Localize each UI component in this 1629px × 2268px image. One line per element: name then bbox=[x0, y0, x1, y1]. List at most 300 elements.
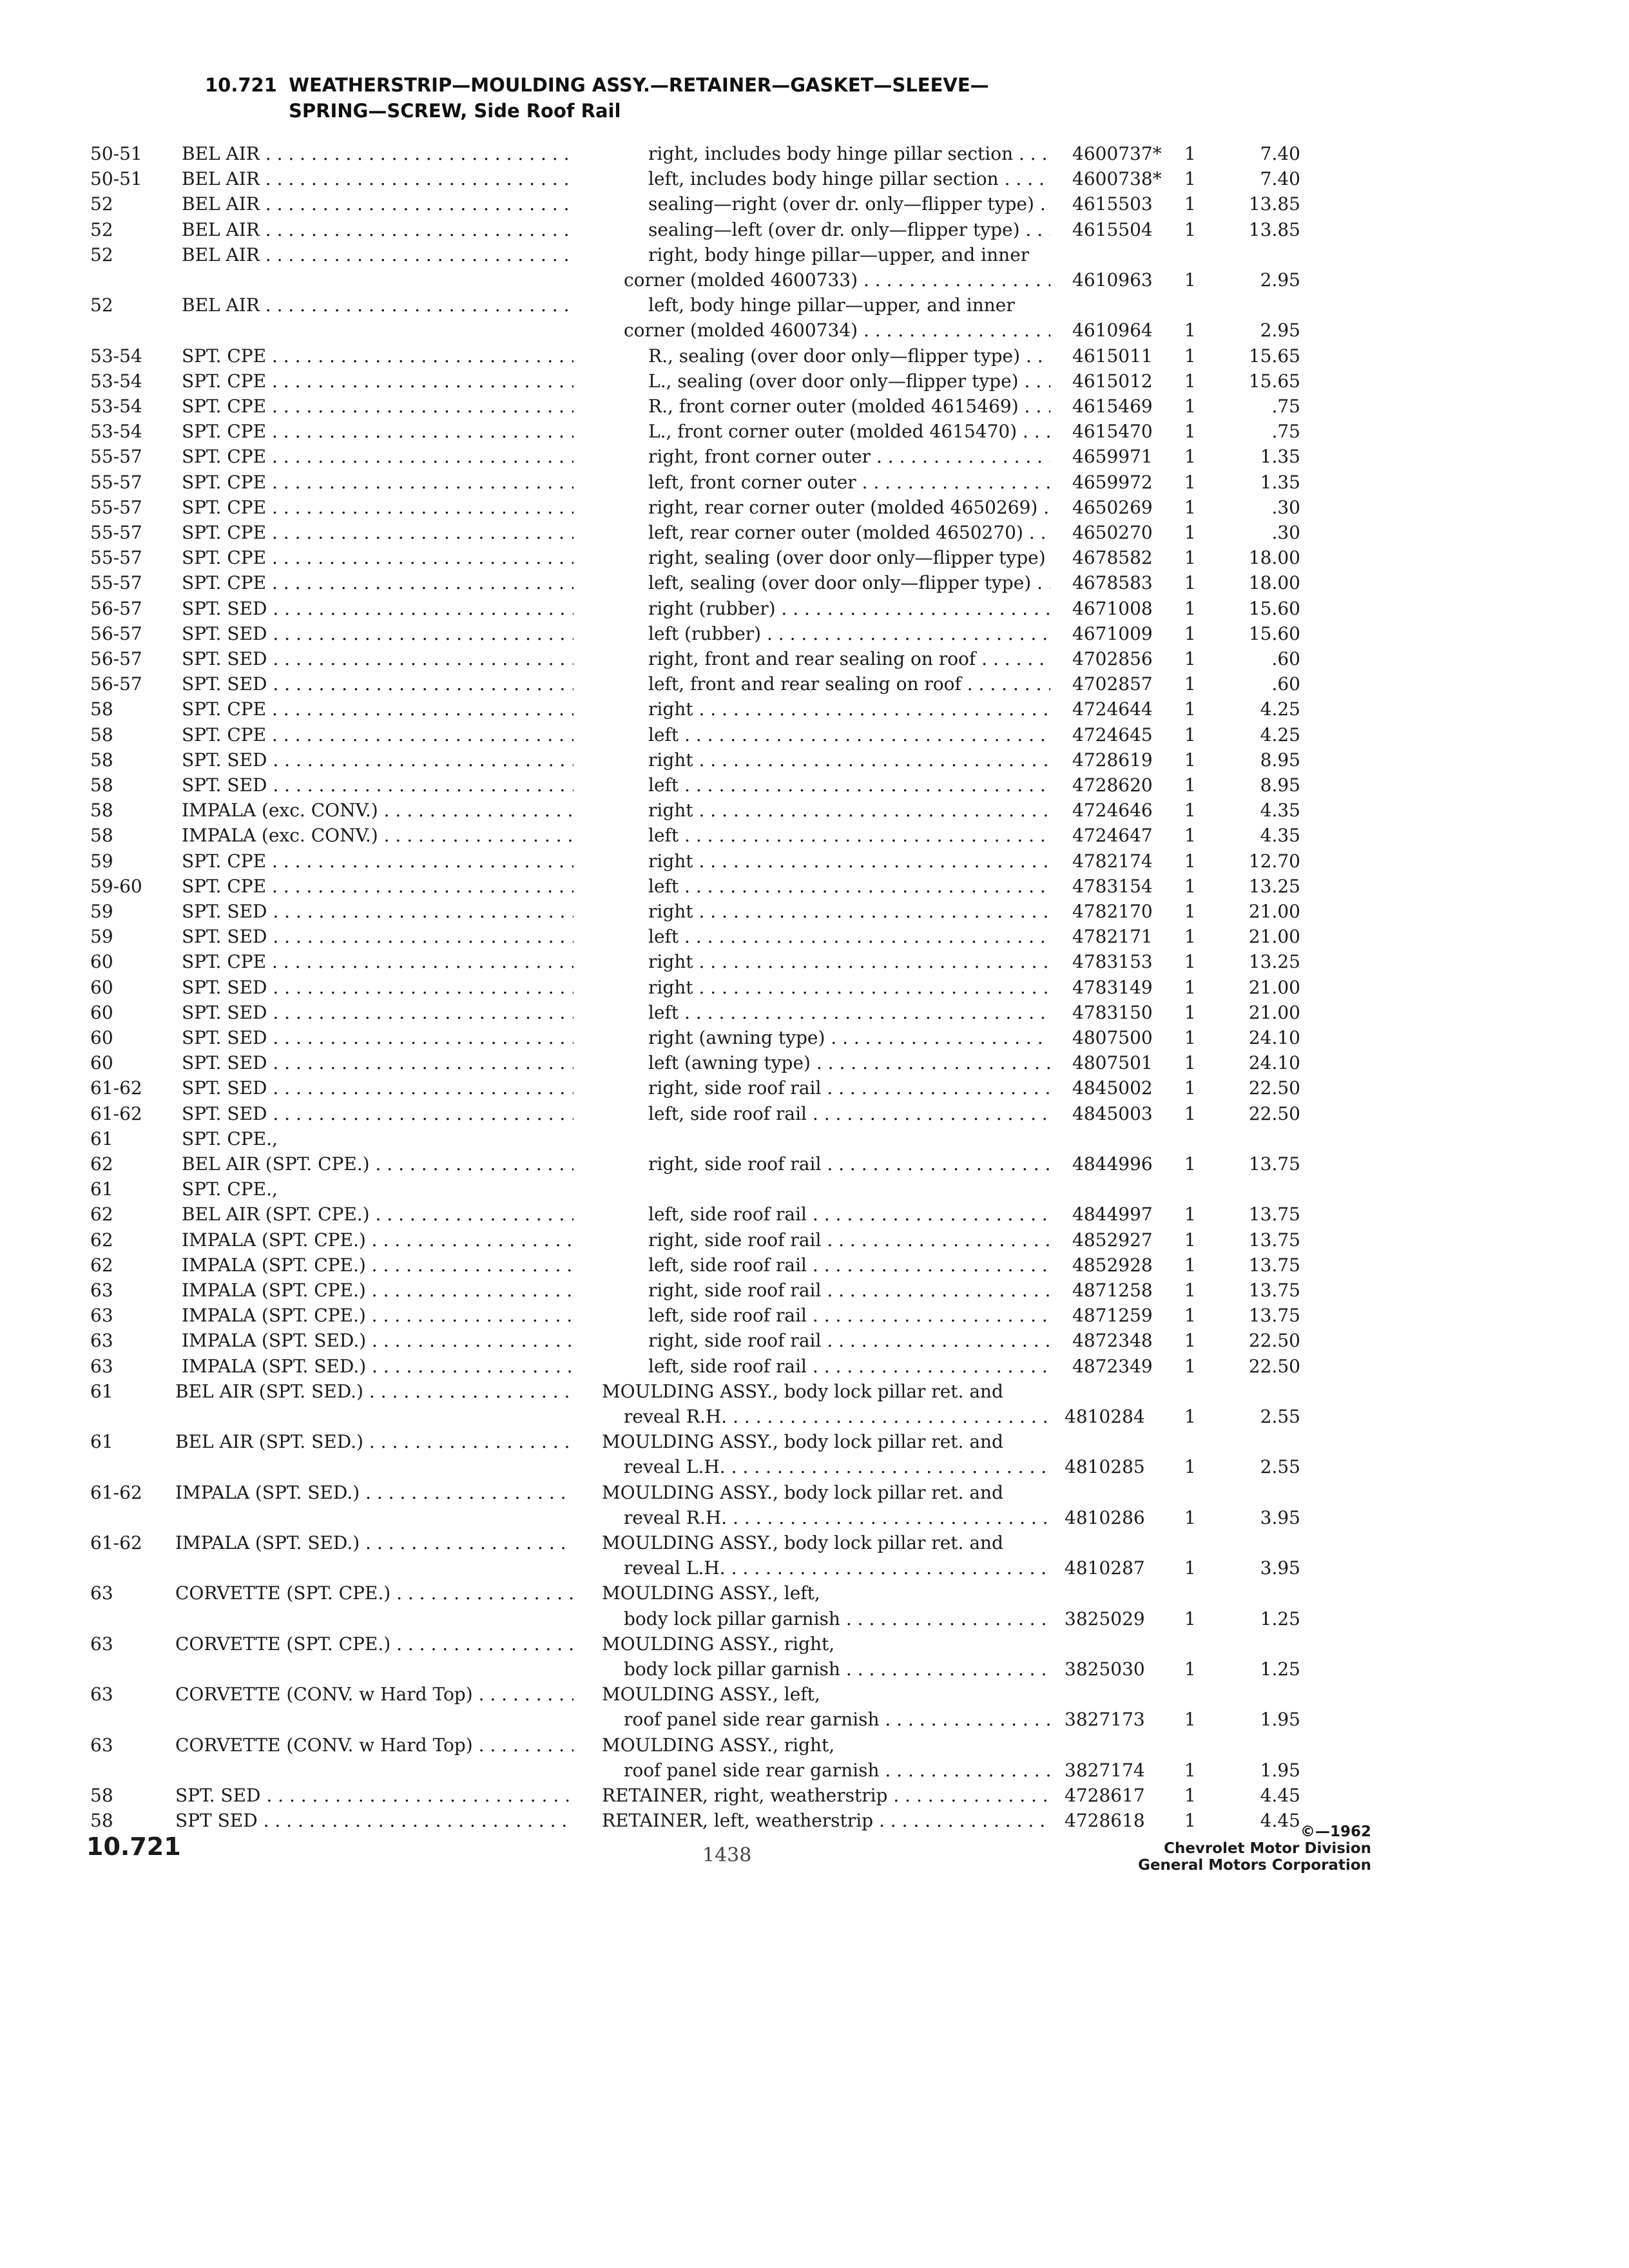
model-year: 53-54 bbox=[90, 345, 142, 367]
part-number: 4615011 bbox=[1072, 345, 1153, 367]
model-year: 53-54 bbox=[90, 370, 142, 392]
part-description: left, front corner outer . . . bbox=[648, 470, 1050, 495]
part-description: right . . . bbox=[648, 849, 1050, 874]
parts-row bbox=[0, 1430, 1629, 1454]
model-year: 63 bbox=[90, 1684, 113, 1706]
quantity: 1 bbox=[1184, 1810, 1196, 1832]
part-description: left . . . bbox=[648, 723, 1050, 747]
model-name: IMPALA (SPT. SED.) . . . bbox=[182, 1329, 574, 1353]
part-number: 4852928 bbox=[1072, 1254, 1153, 1276]
quantity: 1 bbox=[1184, 168, 1196, 190]
quantity: 1 bbox=[1184, 1229, 1196, 1251]
part-number: 4615469 bbox=[1072, 396, 1153, 417]
footer-section-number: 10.721 bbox=[86, 1832, 181, 1861]
price: 3.95 bbox=[1260, 1557, 1300, 1579]
price: 7.40 bbox=[1260, 168, 1300, 190]
price: 15.60 bbox=[1248, 622, 1300, 644]
part-description: MOULDING ASSY., left, bbox=[602, 1582, 820, 1604]
parts-row bbox=[0, 1177, 1629, 1202]
model-year: 56-57 bbox=[90, 648, 142, 669]
parts-row bbox=[0, 571, 1629, 595]
model-name: SPT. CPE . . . bbox=[182, 495, 574, 520]
parts-row bbox=[0, 874, 1629, 899]
parts-row bbox=[0, 1329, 1629, 1353]
parts-row bbox=[0, 1253, 1629, 1278]
model-name: BEL AIR (SPT. CPE.) . . . bbox=[182, 1152, 574, 1177]
part-description: right (rubber) . . . bbox=[648, 597, 1050, 621]
part-number: 4844996 bbox=[1072, 1153, 1153, 1175]
quantity: 1 bbox=[1184, 446, 1196, 468]
quantity: 1 bbox=[1184, 1254, 1196, 1276]
part-number: 3825029 bbox=[1065, 1608, 1145, 1629]
model-year: 62 bbox=[90, 1204, 113, 1225]
parts-row bbox=[0, 950, 1629, 974]
part-description: left, includes body hinge pillar section . . . bbox=[648, 167, 1050, 191]
parts-row-continuation bbox=[0, 268, 1629, 293]
model-name: SPT. SED . . . bbox=[182, 975, 574, 1000]
model-year: 63 bbox=[90, 1355, 113, 1377]
part-number: 4871258 bbox=[1072, 1280, 1153, 1301]
quantity: 1 bbox=[1184, 951, 1196, 973]
part-description: left, side roof rail . . . bbox=[648, 1303, 1050, 1328]
part-number: 4852927 bbox=[1072, 1229, 1153, 1251]
quantity: 1 bbox=[1184, 749, 1196, 771]
part-number: 4783153 bbox=[1072, 951, 1153, 973]
model-year: 58 bbox=[90, 698, 113, 720]
part-description: left, front and rear sealing on roof . . . bbox=[648, 672, 1050, 697]
model-name: SPT. SED . . . bbox=[182, 899, 574, 924]
part-number: 4782174 bbox=[1072, 850, 1153, 872]
parts-row bbox=[0, 1127, 1629, 1151]
quantity: 1 bbox=[1184, 1456, 1196, 1478]
parts-row bbox=[0, 369, 1629, 394]
price: .75 bbox=[1271, 421, 1300, 443]
part-description: L., front corner outer (molded 4615470) . . . bbox=[648, 419, 1050, 444]
quantity: 1 bbox=[1184, 1557, 1196, 1579]
part-description: RETAINER, left, weatherstrip . . . bbox=[602, 1809, 1050, 1833]
quantity: 1 bbox=[1184, 673, 1196, 695]
part-number: 4702857 bbox=[1072, 673, 1153, 695]
price: 13.85 bbox=[1248, 193, 1300, 215]
part-description: reveal R.H. . . . bbox=[624, 1405, 1050, 1429]
parts-row bbox=[0, 1354, 1629, 1379]
part-description: right, sealing (over door only—flipper type) . . . bbox=[648, 546, 1050, 570]
parts-row-continuation bbox=[0, 1506, 1629, 1530]
model-year: 59 bbox=[90, 926, 113, 948]
price: 21.00 bbox=[1248, 1001, 1300, 1023]
division-name: Chevrolet Motor Division bbox=[1164, 1840, 1371, 1857]
model-year: 55-57 bbox=[90, 572, 142, 594]
price: 12.70 bbox=[1248, 850, 1300, 872]
model-year: 58 bbox=[90, 800, 113, 822]
parts-row bbox=[0, 1001, 1629, 1025]
model-name: BEL AIR . . . bbox=[182, 293, 574, 318]
model-name: IMPALA (exc. CONV.) . . . bbox=[182, 823, 574, 848]
model-year: 63 bbox=[90, 1734, 113, 1756]
parts-row bbox=[0, 192, 1629, 216]
model-year: 62 bbox=[90, 1254, 113, 1276]
price: .60 bbox=[1271, 673, 1300, 695]
quantity: 1 bbox=[1184, 648, 1196, 669]
parts-row bbox=[0, 419, 1629, 444]
model-year: 61 bbox=[90, 1380, 113, 1402]
part-number: 4807501 bbox=[1072, 1052, 1153, 1074]
part-number: 4724646 bbox=[1072, 800, 1153, 822]
parts-row bbox=[0, 672, 1629, 697]
model-name: SPT. CPE . . . bbox=[182, 950, 574, 974]
model-year: 60 bbox=[90, 1001, 113, 1023]
part-description: reveal R.H. . . . bbox=[624, 1506, 1050, 1530]
part-number: 4678583 bbox=[1072, 572, 1153, 594]
quantity: 1 bbox=[1184, 345, 1196, 367]
price: 22.50 bbox=[1248, 1355, 1300, 1377]
part-description: left (rubber) . . . bbox=[648, 622, 1050, 646]
parts-row bbox=[0, 1228, 1629, 1253]
quantity: 1 bbox=[1184, 1052, 1196, 1074]
page-number: 1438 bbox=[702, 1844, 752, 1867]
model-year: 52 bbox=[90, 294, 113, 316]
parts-row-continuation bbox=[0, 1707, 1629, 1732]
model-name: SPT. CPE . . . bbox=[182, 369, 574, 394]
parts-row bbox=[0, 1682, 1629, 1707]
model-year: 59 bbox=[90, 901, 113, 922]
part-description: left, side roof rail . . . bbox=[648, 1354, 1050, 1379]
part-description: right (awning type) . . . bbox=[648, 1026, 1050, 1050]
model-name: SPT. CPE . . . bbox=[182, 419, 574, 444]
model-year: 63 bbox=[90, 1633, 113, 1655]
model-name: IMPALA (SPT. SED.) . . . bbox=[175, 1481, 574, 1505]
parts-row bbox=[0, 748, 1629, 773]
part-description: left, side roof rail . . . bbox=[648, 1253, 1050, 1278]
model-year: 61-62 bbox=[90, 1532, 142, 1553]
parts-row bbox=[0, 823, 1629, 848]
model-name: BEL AIR . . . bbox=[182, 167, 574, 191]
part-description: MOULDING ASSY., body lock pillar ret. and bbox=[602, 1431, 1003, 1453]
parts-row bbox=[0, 899, 1629, 924]
model-name: SPT. SED . . . bbox=[182, 748, 574, 773]
price: 2.55 bbox=[1260, 1456, 1300, 1478]
quantity: 1 bbox=[1184, 143, 1196, 164]
quantity: 1 bbox=[1184, 1280, 1196, 1301]
model-name: SPT. CPE . . . bbox=[182, 849, 574, 874]
price: 22.50 bbox=[1248, 1102, 1300, 1124]
model-year: 61 bbox=[90, 1431, 113, 1453]
price: 3.95 bbox=[1260, 1506, 1300, 1528]
model-name: SPT. SED . . . bbox=[182, 647, 574, 671]
parts-row-continuation bbox=[0, 1607, 1629, 1631]
parts-row bbox=[0, 293, 1629, 318]
part-description: MOULDING ASSY., body lock pillar ret. and bbox=[602, 1380, 1003, 1402]
part-description: right, side roof rail . . . bbox=[648, 1076, 1050, 1100]
part-description: body lock pillar garnish . . . bbox=[624, 1657, 1050, 1682]
part-number: 4724647 bbox=[1072, 825, 1153, 847]
part-number: 3827173 bbox=[1065, 1709, 1145, 1731]
price: 13.75 bbox=[1248, 1153, 1300, 1175]
model-year: 60 bbox=[90, 976, 113, 998]
model-year: 52 bbox=[90, 193, 113, 215]
model-name: BEL AIR . . . bbox=[182, 218, 574, 242]
model-name: SPT. SED . . . bbox=[182, 1102, 574, 1126]
quantity: 1 bbox=[1184, 471, 1196, 493]
part-description: left, side roof rail . . . bbox=[648, 1102, 1050, 1126]
parts-row bbox=[0, 1783, 1629, 1808]
parts-row bbox=[0, 521, 1629, 545]
price: 8.95 bbox=[1260, 749, 1300, 771]
model-year: 58 bbox=[90, 1810, 113, 1832]
part-description: roof panel side rear garnish . . . bbox=[624, 1707, 1050, 1732]
copyright: ©—1962 bbox=[1300, 1823, 1371, 1840]
model-year: 59 bbox=[90, 850, 113, 872]
quantity: 1 bbox=[1184, 1608, 1196, 1629]
part-description: left . . . bbox=[648, 874, 1050, 899]
model-name: SPT. CPE . . . bbox=[182, 571, 574, 595]
model-name: SPT. CPE . . . bbox=[182, 445, 574, 469]
parts-row bbox=[0, 394, 1629, 419]
part-description: left (awning type) . . . bbox=[648, 1051, 1050, 1075]
part-description: right, front corner outer . . . bbox=[648, 445, 1050, 469]
price: 15.65 bbox=[1248, 370, 1300, 392]
part-description: right, body hinge pillar—upper, and inner bbox=[648, 244, 1030, 265]
quantity: 1 bbox=[1184, 1102, 1196, 1124]
part-number: 4678582 bbox=[1072, 547, 1153, 569]
part-description: right . . . bbox=[648, 798, 1050, 823]
part-description: right, includes body hinge pillar section . . . bbox=[648, 142, 1050, 166]
model-year: 55-57 bbox=[90, 446, 142, 468]
corporation-name: General Motors Corporation bbox=[1138, 1857, 1371, 1874]
model-name: SPT. SED . . . bbox=[175, 1783, 574, 1808]
model-name: SPT. SED . . . bbox=[182, 672, 574, 697]
parts-row bbox=[0, 218, 1629, 242]
part-description: right, rear corner outer (molded 4650269) . . . bbox=[648, 495, 1050, 520]
quantity: 1 bbox=[1184, 976, 1196, 998]
parts-row bbox=[0, 975, 1629, 1000]
parts-row-continuation bbox=[0, 1455, 1629, 1479]
part-number: 4650270 bbox=[1072, 522, 1153, 543]
quantity: 1 bbox=[1184, 421, 1196, 443]
parts-row bbox=[0, 1733, 1629, 1758]
part-description: roof panel side rear garnish . . . bbox=[624, 1758, 1050, 1783]
parts-row bbox=[0, 1026, 1629, 1050]
model-year: 61-62 bbox=[90, 1481, 142, 1503]
quantity: 1 bbox=[1184, 1709, 1196, 1731]
part-description: right, side roof rail . . . bbox=[648, 1152, 1050, 1177]
model-name: IMPALA (SPT. CPE.) . . . bbox=[182, 1228, 574, 1253]
part-number: 4810285 bbox=[1065, 1456, 1145, 1478]
quantity: 1 bbox=[1184, 622, 1196, 644]
model-year: 63 bbox=[90, 1280, 113, 1301]
model-name: BEL AIR . . . bbox=[182, 243, 574, 267]
model-name: SPT. CPE . . . bbox=[182, 344, 574, 369]
quantity: 1 bbox=[1184, 774, 1196, 796]
price: 1.35 bbox=[1260, 446, 1300, 468]
quantity: 1 bbox=[1184, 926, 1196, 948]
part-description: sealing—left (over dr. only—flipper type) . . . bbox=[648, 218, 1050, 242]
parts-row-continuation bbox=[0, 318, 1629, 343]
part-number: 4783154 bbox=[1072, 875, 1153, 897]
model-year: 56-57 bbox=[90, 622, 142, 644]
model-year: 50-51 bbox=[90, 143, 142, 164]
price: 13.75 bbox=[1248, 1254, 1300, 1276]
part-number: 4600737* bbox=[1072, 143, 1162, 164]
model-name: IMPALA (SPT. SED.) . . . bbox=[175, 1531, 574, 1555]
price: 4.25 bbox=[1260, 724, 1300, 745]
part-description: right . . . bbox=[648, 899, 1050, 924]
footer-publisher bbox=[1138, 1823, 1371, 1874]
price: 21.00 bbox=[1248, 926, 1300, 948]
quantity: 1 bbox=[1184, 218, 1196, 240]
part-description: RETAINER, right, weatherstrip . . . bbox=[602, 1783, 1050, 1808]
price: 2.55 bbox=[1260, 1406, 1300, 1427]
part-number: 4845003 bbox=[1072, 1102, 1153, 1124]
quantity: 1 bbox=[1184, 1001, 1196, 1023]
model-year: 50-51 bbox=[90, 168, 142, 190]
part-number: 3825030 bbox=[1065, 1658, 1145, 1680]
part-number: 4615012 bbox=[1072, 370, 1153, 392]
parts-row bbox=[0, 723, 1629, 747]
price: 21.00 bbox=[1248, 901, 1300, 922]
part-description: reveal L.H. . . . bbox=[624, 1455, 1050, 1479]
part-description: reveal L.H. . . . bbox=[624, 1556, 1050, 1581]
model-name: SPT. CPE . . . bbox=[182, 521, 574, 545]
model-name: BEL AIR (SPT. CPE.) . . . bbox=[182, 1202, 574, 1227]
quantity: 1 bbox=[1184, 320, 1196, 341]
parts-row bbox=[0, 849, 1629, 874]
part-description: right, side roof rail . . . bbox=[648, 1329, 1050, 1353]
model-name: SPT. CPE., bbox=[182, 1178, 278, 1200]
part-number: 4728618 bbox=[1065, 1810, 1145, 1832]
model-year: 63 bbox=[90, 1582, 113, 1604]
part-description: R., front corner outer (molded 4615469) . . . bbox=[648, 394, 1050, 419]
model-year: 56-57 bbox=[90, 673, 142, 695]
part-number: 4810286 bbox=[1065, 1506, 1145, 1528]
part-number: 4810287 bbox=[1065, 1557, 1145, 1579]
model-name: SPT. SED . . . bbox=[182, 1076, 574, 1100]
parts-row bbox=[0, 1481, 1629, 1505]
parts-row bbox=[0, 1102, 1629, 1126]
parts-row bbox=[0, 1809, 1629, 1833]
parts-row bbox=[0, 798, 1629, 823]
model-year: 60 bbox=[90, 1052, 113, 1074]
model-name: CORVETTE (SPT. CPE.) . . . bbox=[175, 1632, 574, 1657]
part-description: left . . . bbox=[648, 1001, 1050, 1025]
part-description: left, body hinge pillar—upper, and inner bbox=[648, 294, 1015, 316]
part-number: 4615470 bbox=[1072, 421, 1153, 443]
model-name: IMPALA (exc. CONV.) . . . bbox=[182, 798, 574, 823]
model-name: SPT. CPE . . . bbox=[182, 394, 574, 419]
quantity: 1 bbox=[1184, 875, 1196, 897]
parts-row bbox=[0, 1202, 1629, 1227]
part-description: corner (molded 4600734) . . . bbox=[624, 318, 1050, 343]
price: 24.10 bbox=[1248, 1052, 1300, 1074]
model-year: 58 bbox=[90, 825, 113, 847]
parts-row-continuation bbox=[0, 1657, 1629, 1682]
section-number: 10.721 bbox=[205, 74, 277, 96]
part-number: 4783150 bbox=[1072, 1001, 1153, 1023]
quantity: 1 bbox=[1184, 572, 1196, 594]
part-description: left, rear corner outer (molded 4650270) . . . bbox=[648, 521, 1050, 545]
quantity: 1 bbox=[1184, 1305, 1196, 1327]
model-name: SPT. SED . . . bbox=[182, 773, 574, 798]
quantity: 1 bbox=[1184, 1153, 1196, 1175]
part-description: left, sealing (over door only—flipper type) . . . bbox=[648, 571, 1050, 595]
part-number: 4610964 bbox=[1072, 320, 1153, 341]
parts-row bbox=[0, 243, 1629, 267]
part-number: 3827174 bbox=[1065, 1759, 1145, 1781]
parts-row-continuation bbox=[0, 1556, 1629, 1581]
section-title-line1: WEATHERSTRIP—MOULDING ASSY.—RETAINER—GASKET—SLEEVE— bbox=[289, 74, 989, 96]
part-number: 4671008 bbox=[1072, 597, 1153, 619]
quantity: 1 bbox=[1184, 370, 1196, 392]
model-year: 60 bbox=[90, 1027, 113, 1048]
price: 13.85 bbox=[1248, 218, 1300, 240]
part-description: right . . . bbox=[648, 975, 1050, 1000]
quantity: 1 bbox=[1184, 1658, 1196, 1680]
part-number: 4844997 bbox=[1072, 1204, 1153, 1225]
part-number: 4600738* bbox=[1072, 168, 1162, 190]
price: 4.45 bbox=[1260, 1810, 1300, 1832]
model-name: BEL AIR . . . bbox=[182, 142, 574, 166]
part-description: right, front and rear sealing on roof . . . bbox=[648, 647, 1050, 671]
part-number: 4872348 bbox=[1072, 1330, 1153, 1352]
model-name: BEL AIR (SPT. SED.) . . . bbox=[175, 1430, 574, 1454]
part-number: 4724645 bbox=[1072, 724, 1153, 745]
quantity: 1 bbox=[1184, 547, 1196, 569]
model-year: 61-62 bbox=[90, 1102, 142, 1124]
price: 13.75 bbox=[1248, 1305, 1300, 1327]
quantity: 1 bbox=[1184, 1330, 1196, 1352]
model-name: SPT. CPE . . . bbox=[182, 874, 574, 899]
part-number: 4728617 bbox=[1065, 1785, 1145, 1806]
parts-row bbox=[0, 1152, 1629, 1177]
quantity: 1 bbox=[1184, 496, 1196, 518]
model-name: SPT. SED . . . bbox=[182, 1001, 574, 1025]
model-year: 55-57 bbox=[90, 522, 142, 543]
quantity: 1 bbox=[1184, 1785, 1196, 1806]
model-name: SPT SED . . . bbox=[175, 1809, 574, 1833]
model-name: SPT. CPE . . . bbox=[182, 723, 574, 747]
part-description: left . . . bbox=[648, 925, 1050, 949]
part-description: MOULDING ASSY., left, bbox=[602, 1684, 820, 1706]
model-year: 53-54 bbox=[90, 421, 142, 443]
section-heading bbox=[205, 72, 989, 124]
section-title-line2: SPRING—SCREW, Side Roof Rail bbox=[289, 100, 621, 122]
model-year: 63 bbox=[90, 1305, 113, 1327]
parts-row bbox=[0, 925, 1629, 949]
quantity: 1 bbox=[1184, 901, 1196, 922]
model-name: BEL AIR (SPT. SED.) . . . bbox=[175, 1379, 574, 1404]
model-name: IMPALA (SPT. SED.) . . . bbox=[182, 1354, 574, 1379]
parts-row bbox=[0, 344, 1629, 369]
part-number: 4659971 bbox=[1072, 446, 1153, 468]
quantity: 1 bbox=[1184, 269, 1196, 291]
quantity: 1 bbox=[1184, 1077, 1196, 1099]
parts-row bbox=[0, 647, 1629, 671]
model-year: 59-60 bbox=[90, 875, 142, 897]
price: 4.25 bbox=[1260, 698, 1300, 720]
part-number: 4659972 bbox=[1072, 471, 1153, 493]
model-year: 60 bbox=[90, 951, 113, 973]
part-number: 4610963 bbox=[1072, 269, 1153, 291]
model-year: 52 bbox=[90, 218, 113, 240]
part-description: right . . . bbox=[648, 748, 1050, 773]
price: 18.00 bbox=[1248, 547, 1300, 569]
part-description: sealing—right (over dr. only—flipper type) . . . bbox=[648, 192, 1050, 216]
price: 13.75 bbox=[1248, 1229, 1300, 1251]
part-number: 4782170 bbox=[1072, 901, 1153, 922]
parts-row bbox=[0, 1531, 1629, 1555]
part-number: 4728619 bbox=[1072, 749, 1153, 771]
model-name: SPT. CPE., bbox=[182, 1128, 278, 1149]
